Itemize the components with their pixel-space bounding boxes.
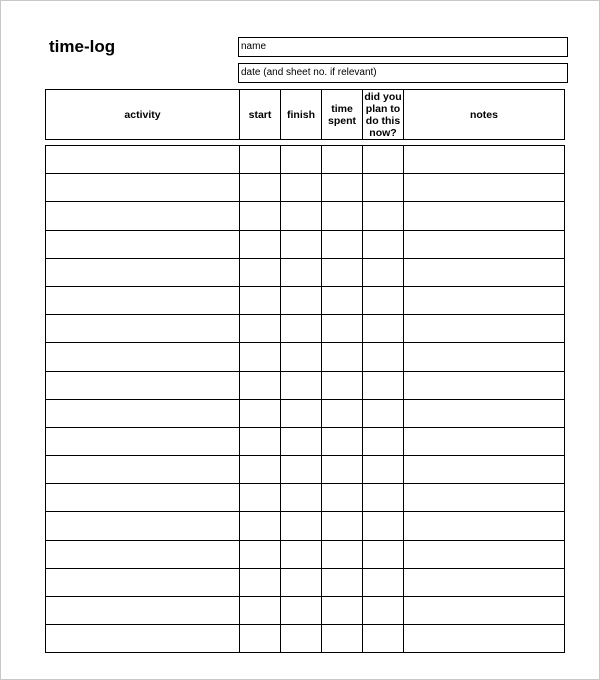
cell-finish[interactable] xyxy=(281,146,322,173)
cell-time-spent[interactable] xyxy=(322,456,363,483)
cell-finish[interactable] xyxy=(281,428,322,455)
cell-planned[interactable] xyxy=(363,512,404,539)
cell-planned[interactable] xyxy=(363,541,404,568)
cell-start[interactable] xyxy=(240,259,281,286)
cell-start[interactable] xyxy=(240,287,281,314)
cell-finish[interactable] xyxy=(281,174,322,201)
cell-notes[interactable] xyxy=(404,174,564,201)
cell-notes[interactable] xyxy=(404,231,564,258)
cell-notes[interactable] xyxy=(404,428,564,455)
cell-activity[interactable] xyxy=(46,146,240,173)
cell-finish[interactable] xyxy=(281,287,322,314)
cell-finish[interactable] xyxy=(281,400,322,427)
table-row xyxy=(46,597,564,625)
cell-planned[interactable] xyxy=(363,259,404,286)
cell-time-spent[interactable] xyxy=(322,512,363,539)
cell-notes[interactable] xyxy=(404,569,564,596)
header-time-spent: time spent xyxy=(322,90,363,139)
cell-finish[interactable] xyxy=(281,569,322,596)
table-row xyxy=(46,146,564,174)
cell-activity[interactable] xyxy=(46,625,240,652)
cell-notes[interactable] xyxy=(404,597,564,624)
cell-planned[interactable] xyxy=(363,428,404,455)
cell-notes[interactable] xyxy=(404,512,564,539)
cell-time-spent[interactable] xyxy=(322,372,363,399)
cell-notes[interactable] xyxy=(404,202,564,229)
cell-finish[interactable] xyxy=(281,231,322,258)
table-row xyxy=(46,174,564,202)
cell-time-spent[interactable] xyxy=(322,569,363,596)
header-start: start xyxy=(240,90,281,139)
table-row xyxy=(46,569,564,597)
table-row xyxy=(46,512,564,540)
cell-activity[interactable] xyxy=(46,287,240,314)
cell-finish[interactable] xyxy=(281,372,322,399)
cell-time-spent[interactable] xyxy=(322,146,363,173)
cell-time-spent[interactable] xyxy=(322,287,363,314)
table-row xyxy=(46,343,564,371)
table-row xyxy=(46,202,564,230)
cell-start[interactable] xyxy=(240,372,281,399)
cell-time-spent[interactable] xyxy=(322,259,363,286)
cell-activity[interactable] xyxy=(46,512,240,539)
cell-activity[interactable] xyxy=(46,400,240,427)
cell-planned[interactable] xyxy=(363,372,404,399)
header-finish: finish xyxy=(281,90,322,139)
cell-start[interactable] xyxy=(240,343,281,370)
cell-planned[interactable] xyxy=(363,400,404,427)
cell-finish[interactable] xyxy=(281,541,322,568)
table-row xyxy=(46,259,564,287)
table-row xyxy=(46,484,564,512)
cell-activity[interactable] xyxy=(46,456,240,483)
cell-activity[interactable] xyxy=(46,343,240,370)
cell-time-spent[interactable] xyxy=(322,315,363,342)
cell-start[interactable] xyxy=(240,456,281,483)
cell-start[interactable] xyxy=(240,512,281,539)
cell-start[interactable] xyxy=(240,597,281,624)
cell-time-spent[interactable] xyxy=(322,541,363,568)
cell-time-spent[interactable] xyxy=(322,174,363,201)
cell-notes[interactable] xyxy=(404,625,564,652)
cell-finish[interactable] xyxy=(281,343,322,370)
cell-notes[interactable] xyxy=(404,259,564,286)
table-header xyxy=(45,89,565,140)
form-title: time-log xyxy=(49,37,116,56)
header-notes: notes xyxy=(469,108,498,121)
cell-planned[interactable] xyxy=(363,625,404,652)
table-row xyxy=(46,456,564,484)
table-row xyxy=(46,428,564,456)
cell-notes[interactable] xyxy=(404,456,564,483)
time-log-table xyxy=(45,89,565,653)
cell-start[interactable] xyxy=(240,174,281,201)
cell-activity[interactable] xyxy=(46,569,240,596)
table-row xyxy=(46,372,564,400)
cell-finish[interactable] xyxy=(281,259,322,286)
cell-notes[interactable] xyxy=(404,400,564,427)
cell-finish[interactable] xyxy=(281,315,322,342)
cell-notes[interactable] xyxy=(404,484,564,511)
cell-planned[interactable] xyxy=(363,484,404,511)
cell-finish[interactable] xyxy=(281,484,322,511)
cell-time-spent[interactable] xyxy=(322,484,363,511)
cell-activity[interactable] xyxy=(46,202,240,229)
cell-finish[interactable] xyxy=(281,625,322,652)
cell-activity[interactable] xyxy=(46,174,240,201)
cell-time-spent[interactable] xyxy=(322,343,363,370)
table-row xyxy=(46,287,564,315)
cell-notes[interactable] xyxy=(404,146,564,173)
cell-planned[interactable] xyxy=(363,287,404,314)
cell-finish[interactable] xyxy=(281,456,322,483)
cell-time-spent[interactable] xyxy=(322,400,363,427)
cell-activity[interactable] xyxy=(46,315,240,342)
cell-finish[interactable] xyxy=(281,597,322,624)
cell-notes[interactable] xyxy=(404,315,564,342)
cell-activity[interactable] xyxy=(46,231,240,258)
cell-time-spent[interactable] xyxy=(322,597,363,624)
cell-activity[interactable] xyxy=(46,484,240,511)
cell-planned[interactable] xyxy=(363,569,404,596)
cell-activity[interactable] xyxy=(46,372,240,399)
cell-planned[interactable] xyxy=(363,231,404,258)
cell-notes[interactable] xyxy=(404,541,564,568)
cell-planned[interactable] xyxy=(363,174,404,201)
table-row xyxy=(46,541,564,569)
date-field[interactable]: date (and sheet no. if relevant) xyxy=(238,63,568,83)
table-row xyxy=(46,315,564,343)
cell-planned[interactable] xyxy=(363,315,404,342)
name-field[interactable]: name xyxy=(238,37,568,57)
cell-start[interactable] xyxy=(240,202,281,229)
cell-activity[interactable] xyxy=(46,259,240,286)
cell-start[interactable] xyxy=(240,428,281,455)
cell-planned[interactable] xyxy=(363,343,404,370)
cell-start[interactable] xyxy=(240,625,281,652)
cell-time-spent[interactable] xyxy=(322,428,363,455)
table-body xyxy=(45,145,565,653)
table-row xyxy=(46,625,564,653)
cell-finish[interactable] xyxy=(281,202,322,229)
cell-notes[interactable] xyxy=(404,372,564,399)
cell-notes[interactable] xyxy=(404,343,564,370)
cell-notes[interactable] xyxy=(404,287,564,314)
cell-start[interactable] xyxy=(240,541,281,568)
cell-time-spent[interactable] xyxy=(322,202,363,229)
cell-time-spent[interactable] xyxy=(322,231,363,258)
cell-start[interactable] xyxy=(240,146,281,173)
cell-start[interactable] xyxy=(240,231,281,258)
cell-activity[interactable] xyxy=(46,597,240,624)
cell-activity[interactable] xyxy=(46,428,240,455)
cell-activity[interactable] xyxy=(46,541,240,568)
cell-planned[interactable] xyxy=(363,146,404,173)
cell-planned[interactable] xyxy=(363,202,404,229)
cell-start[interactable] xyxy=(240,400,281,427)
header-planned: did you plan to do this now? xyxy=(363,90,404,139)
cell-start[interactable] xyxy=(240,484,281,511)
cell-planned[interactable] xyxy=(363,456,404,483)
header-activity: activity xyxy=(46,90,240,139)
table-row xyxy=(46,400,564,428)
cell-time-spent[interactable] xyxy=(322,625,363,652)
cell-planned[interactable] xyxy=(363,597,404,624)
cell-finish[interactable] xyxy=(281,512,322,539)
table-row xyxy=(46,231,564,259)
cell-start[interactable] xyxy=(240,569,281,596)
cell-start[interactable] xyxy=(240,315,281,342)
